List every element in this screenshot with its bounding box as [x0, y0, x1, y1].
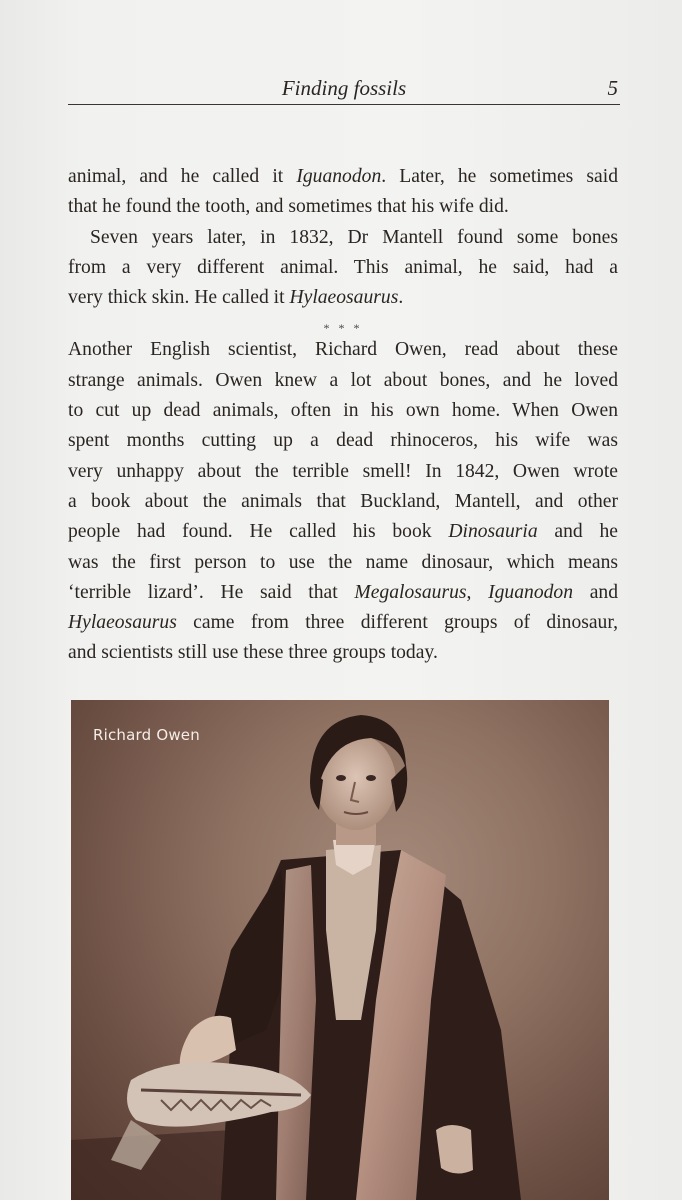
paragraph-1	[68, 162, 618, 223]
text-line: ‘terrible lizard’. He said that Megalosaurus, Iguanodon and	[68, 581, 618, 603]
running-head: Finding fossils	[281, 76, 407, 100]
page-header	[68, 74, 620, 105]
text-line: very thick skin. He called it Hylaeosaurus.	[68, 287, 404, 309]
portrait-illustration	[71, 700, 609, 1200]
text-line: a book about the animals that Buckland, Mantell, and other	[68, 490, 618, 512]
text-line: very unhappy about the terrible smell! In 1842, Owen wrote	[68, 460, 618, 482]
paragraph-2	[68, 223, 618, 314]
text-line: Seven years later, in 1832, Dr Mantell found some bones	[90, 226, 618, 248]
text-line: strange animals. Owen knew a lot about bones, and he loved	[68, 369, 618, 391]
text-line: to cut up dead animals, often in his own home. When Owen	[68, 400, 618, 422]
text-line: was the first person to use the name dinosaur, which means	[68, 551, 618, 573]
page-number: 5	[607, 76, 618, 100]
text-line: Another English scientist, Richard Owen, read about these	[68, 339, 618, 361]
text-line: people had found. He called his book Dinosauria and he	[68, 521, 618, 543]
text-line: spent months cutting up a dead rhinoceros, his wife was	[68, 430, 618, 452]
text-line: from a very different animal. This animal, he said, had a	[68, 256, 618, 278]
text-line: animal, and he called it Iguanodon. Later, he sometimes said	[68, 166, 618, 187]
text-line: that he found the tooth, and sometimes that his wife did.	[68, 196, 509, 218]
text-line: and scientists still use these three groups today.	[68, 642, 438, 664]
section-break-ornament: * * *	[323, 321, 363, 336]
body-text	[68, 162, 618, 669]
paragraph-3	[68, 335, 618, 668]
text-line: Hylaeosaurus came from three different groups of dinosaur,	[68, 612, 618, 634]
portrait-photo	[71, 700, 609, 1200]
photo-caption: Richard Owen	[93, 726, 200, 744]
